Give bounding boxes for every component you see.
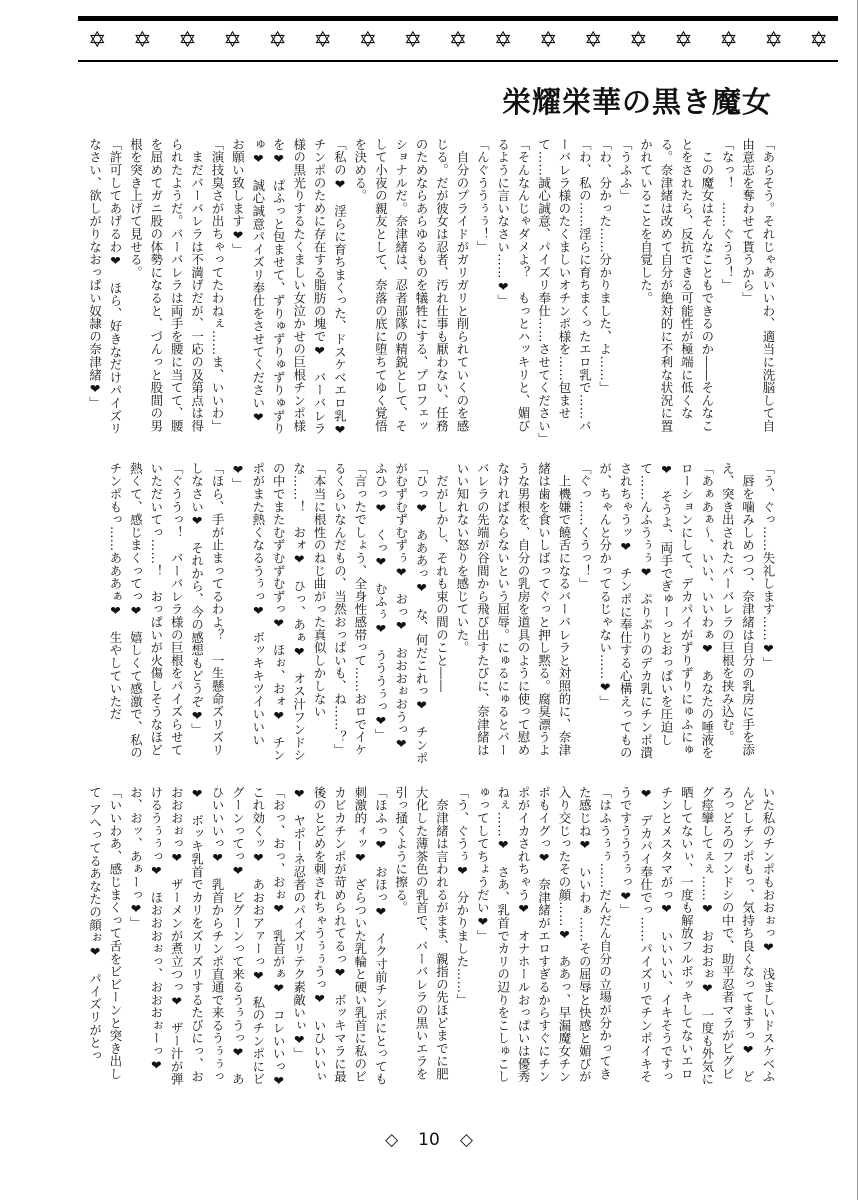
header-star-border xyxy=(78,24,838,58)
diamond-right-icon: ◇ xyxy=(459,1130,473,1150)
text-paragraph: この魔女はそんなこともできるのか――そんなことをされたら、反抗できる可能性が極端に低くなる。奈津緒は改めて自分が絶対的に不利な状況に置かれていることを自覚した。 xyxy=(638,138,715,433)
star-of-david-icon: ✡ xyxy=(358,28,377,53)
text-paragraph: 「あらそう。それじゃあいいわ、適当に洗脳して自由意志を奪わせて貰うから」 xyxy=(740,138,776,433)
text-paragraph: 「あぁあぁ～、いい、いいわぁ❤ あなたの唾液をローションにして、デカパイがずりずりにゅふにゅ❤ そうよ、両手でぎゅーっとおっぱいを圧迫して……んふうぅぅ❤ ぷりぷりのデカ乳にチンポ潰されちゃうッ❤ チンポに奉仕する心構えってものが、ちゃんと分かってるじゃない……❤」 xyxy=(597,462,715,759)
text-paragraph: 「私の❤ 淫らに育ちまくった、ドスケベエロ乳❤ チンポのために存在する脂肪の塊で❤ バーバレラ様の黒光りするたくましい女泣かせの巨根チンポ様を❤ ぱふっと包ませて、ずりゅずりゅずりゅずりゅ❤ 誠心誠意パイズリ奉仕をさせてください❤ お願い致します❤」 xyxy=(230,138,348,451)
text-paragraph: 「いいわあ、感じまくって舌をビビーンと突き出して アヘってるあなたの顔ぉ❤ パイズリがとっ xyxy=(87,786,123,1081)
header-rule-top xyxy=(78,16,838,21)
star-of-david-icon: ✡ xyxy=(538,28,558,53)
text-paragraph: 「そんなんじゃダメよ？ もっとハッキリと、媚びるように言いなさい……❤」 xyxy=(495,138,532,433)
star-of-david-icon: ✡ xyxy=(629,28,648,53)
chapter-title: 栄耀栄華の黒き魔女 xyxy=(501,85,772,119)
star-of-david-icon: ✡ xyxy=(493,28,513,53)
text-paragraph: 「ひっ❤ あああっ❤ な、何だこれっ❤ チンポがむずむずむずぅ❤ おっ❤ おおおぉおうっ❤ ふひっ❤ くっ❤ むふぅ❤ うううぅっ❤」 xyxy=(373,462,430,765)
text-paragraph: 「なっ！ ……ぐうう！」 xyxy=(720,138,736,292)
text-paragraph: 「う、ぐうぅ❤ 分かりました……」 xyxy=(454,786,470,1007)
star-of-david-icon: ✡ xyxy=(719,28,738,53)
text-paragraph: 「んぐううぅぅ！」 xyxy=(475,138,491,254)
text-paragraph: 「おっ、おっ、おぉ❤ 乳首がぁ❤ コレいいっ❤ これ効くッ❤ あおおアァーっ❤ 私のチンポにビグーンってっ❤ ビグーンって来るうぅうっ❤ あひいいいっ❤ 乳首からチンポ直通で来るうぅぅっ❤ ボッキ乳首でカリをズリズリするたびにっ、おおおおぉっ❤ ザーメンが煮立つっ❤ ザー汁が弾けるうぅぅっ❤ ほおおおぉっ、おおおぉーっ❤ お、おッ、あぁーっ❤」 xyxy=(128,786,287,1102)
header-rule-bottom xyxy=(78,60,838,62)
star-of-david-icon: ✡ xyxy=(403,28,423,53)
text-paragraph: 上機嫌で饒舌になるバーバレラと対照的に、奈津緒は歯を食いしばってぐっと押し黙る。腐臭漂うような男根を、自分の乳房を道具のように使って慰めなければならないという屈辱。にゅるにゅるとバーバレラの先端が谷間から飛び出すたびに、奈津緒はいい知れない怒りを感じていた。 xyxy=(454,462,572,757)
text-paragraph: 奈津緒は言われるがまま、親指の先ほどまでに肥大化した薄茶色の乳首で、バーバレラの黒いエラを引っ掻くように擦る。 xyxy=(393,786,450,1081)
star-of-david-icon: ✡ xyxy=(448,28,468,53)
text-paragraph: 「うふふ」 xyxy=(618,138,634,202)
text-paragraph: 「はふうぅぅ……だんだん自分の立場が分かってきた感じね❤ いいわぁ……その屈辱と快感と媚びが入り交じったその顔……❤ ああっ、早漏魔女チンポもイグっ❤ 奈津緒がエロすぎるからすぐにチンポがイカされちゃう❤ オナホールおっぱいは優秀ねぇ……❤ さあ、乳首でカリの辺りをこしゅこしゅってしてちょうだい❤」 xyxy=(475,786,613,1083)
text-paragraph: 「ほふっ❤ おほっ❤ イク寸前チンポにとっても刺激的ィッ❤ ざらついた乳輪と硬い乳首に私のビカビカチンポが苛められてるっ❤ ボッキマラに最後のとどめを刺されちゃうぅぅうっ❤ いひいいぃ❤ ヤポーネ忍者のパイズリテク素敵いぃ❤」 xyxy=(291,786,389,1086)
text-block-top xyxy=(73,138,778,451)
star-of-david-icon: ✡ xyxy=(223,28,242,53)
star-of-david-icon: ✡ xyxy=(809,28,828,53)
star-of-david-icon: ✡ xyxy=(313,28,332,53)
star-of-david-icon: ✡ xyxy=(584,28,603,53)
text-paragraph: 「ぐううっ！ バーバレラ様の巨根をパイズらせていただいてっ……！ おっぱいが火傷しそうなほど熱くて、感じまくってっ❤ 嬉しくて感激で、私のチンポもっ……あああぁ❤ 生やしていただ xyxy=(108,462,185,759)
text-paragraph: 「許可してあげるわ❤ ほら、好きなだけパイズリなさい、欲しがりなおっぱい奴隷の奈津緒❤」 xyxy=(87,138,123,435)
text-paragraph: まだバーバレラは不満げだが、一応の及第点は得られたようだ。バーバレラは両手を腰に当てて、腰を屈めてガニ股の体勢になると、づんっと股間の男根を突き上げて見せる。 xyxy=(128,138,205,433)
text-paragraph: 「言ったでしょう、全身性感帯って……おロでイケるくらいなんだもの、当然おっぱいも、ね……？」 xyxy=(332,462,368,757)
text-paragraph: 「わ、私の……淫らに育ちまくったエロ乳で……バーバレラ様のたくましいオチンポ様を……包ませて……誠心誠意、パイズリ奉仕……させてください」 xyxy=(536,138,593,446)
star-of-david-icon: ✡ xyxy=(178,28,197,53)
star-of-david-icon: ✡ xyxy=(88,28,107,53)
page-number: 10 xyxy=(418,1130,440,1150)
text-paragraph: 「ほら、手が止まってるわよ？ 一生懸命ズリズリしなさい❤ それから、今の感想もどうぞ❤」 xyxy=(189,462,226,757)
text-paragraph: だがしかし、それも束の間のこと―― xyxy=(434,462,450,693)
text-paragraph: 自分のプライドがガリガリと削られていくのを感じる。だが彼女は忍者、汚れ仕事も厭わない、任務のためならあらゆるものを犠牲にする、プロフェッショナルだ。奈津緒は、忍者部隊の精鋭として、そして小夜の親友として、奈落の底に堕ちてゆく覚悟を決める。 xyxy=(352,138,470,433)
text-paragraph: 「う、ぐっ……失礼します……❤」 xyxy=(761,462,776,670)
text-block-middle xyxy=(73,462,778,768)
diamond-left-icon: ◇ xyxy=(385,1130,399,1150)
text-paragraph: 「わ、分かった……分かりました、よ……」 xyxy=(597,138,613,394)
star-of-david-icon: ✡ xyxy=(133,28,152,53)
star-of-david-icon: ✡ xyxy=(268,28,287,53)
text-paragraph: いた私のチンポもおおぉっ❤ 浅ましいドスケベふんどしチンポもっ、気持ち良くなってますっ❤ どろっどろのフンドシの中で、助平忍者マラがビグビグ痙攣してぇぇ……❤ おおおぉ❤ 一度も外気に晒してないぃ、一度も解放フルボッキしてないエロチンとメスタマがっ❤ いいいい、イキそうですっ❤ デカパイ奉仕でっ……パイズリでチンポイキそうですうううぅっ❤」 xyxy=(618,786,776,1086)
text-paragraph: 「演技臭さが出ちゃってたわねぇ……ま、いいわ」 xyxy=(210,138,226,433)
page-footer xyxy=(0,1130,858,1150)
text-paragraph: 「ぐっ……くうっ！」 xyxy=(577,462,593,590)
text-block-bottom xyxy=(73,786,778,1102)
text-paragraph: 「本当に根性のねじ曲がった真似しかしないな……！ おォ❤ ひっ、あぁ❤ オス汁フンドシの中でまたむずむずむずっ❤ ほぉ、おォ❤ チンポがまた熱くなるうぅっ❤ ボッキキツイいいい❤」 xyxy=(230,462,328,762)
text-paragraph: 唇を噛みしめつつ、奈津緒は自分の乳房に手を添え、突き出されたバーバレラの巨根を挟み込む。 xyxy=(720,462,756,757)
star-of-david-icon: ✡ xyxy=(674,28,693,53)
star-of-david-icon: ✡ xyxy=(764,28,783,53)
